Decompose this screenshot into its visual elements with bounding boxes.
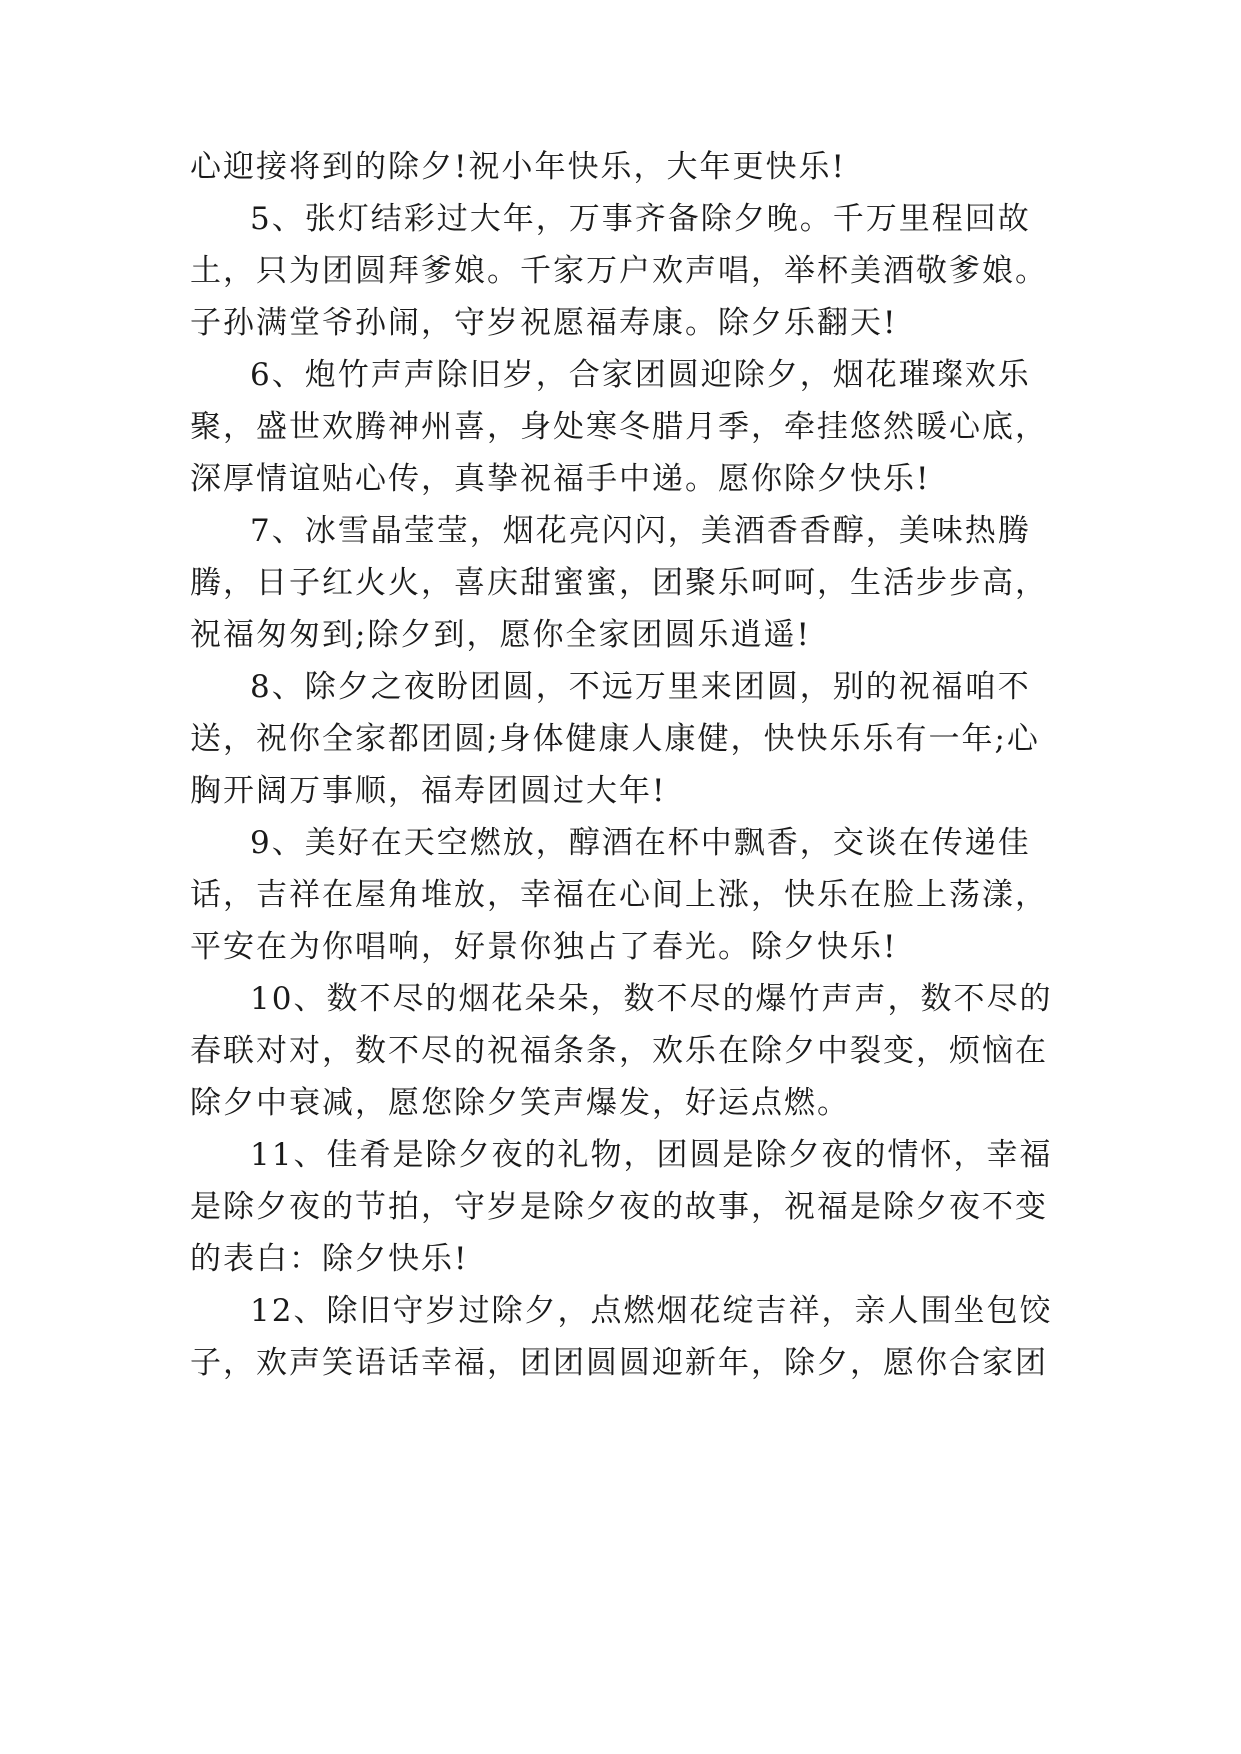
text-line: 5、张灯结彩过大年，万事齐备除夕晚。千万里程回故: [250, 201, 1031, 237]
text-line: 心迎接将到的除夕!祝小年快乐，大年更快乐!: [190, 149, 846, 185]
text-line: 9、美好在天空燃放，醇酒在杯中飘香，交谈在传递佳: [250, 825, 1031, 861]
text-line: 祝福匆匆到;除夕到，愿你全家团圆乐逍遥!: [190, 617, 811, 653]
text-line: 聚，盛世欢腾神州喜，身处寒冬腊月季，牵挂悠然暖心底，: [190, 409, 1048, 445]
text-line: 送，祝你全家都团圆;身体健康人康健，快快乐乐有一年;心: [190, 721, 1040, 757]
text-line: 7、冰雪晶莹莹，烟花亮闪闪，美酒香香醇，美味热腾: [250, 513, 1031, 549]
text-line: 土，只为团圆拜爹娘。千家万户欢声唱，举杯美酒敬爹娘。: [190, 253, 1048, 289]
text-line: 子孙满堂爷孙闹，守岁祝愿福寿康。除夕乐翻天!: [190, 305, 898, 341]
text-line: 子，欢声笑语话幸福，团团圆圆迎新年，除夕，愿你合家团: [190, 1345, 1048, 1381]
text-line: 12、除旧守岁过除夕，点燃烟花绽吉祥，亲人围坐包饺: [250, 1293, 1053, 1329]
text-line: 话，吉祥在屋角堆放，幸福在心间上涨，快乐在脸上荡漾，: [190, 877, 1048, 913]
text-line: 春联对对，数不尽的祝福条条，欢乐在除夕中裂变，烦恼在: [190, 1033, 1048, 1069]
text-line: 6、炮竹声声除旧岁，合家团圆迎除夕，烟花璀璨欢乐: [250, 357, 1031, 393]
text-line: 深厚情谊贴心传，真挚祝福手中递。愿你除夕快乐!: [190, 461, 931, 497]
text-line: 是除夕夜的节拍，守岁是除夕夜的故事，祝福是除夕夜不变: [190, 1189, 1048, 1225]
text-line: 胸开阔万事顺，福寿团圆过大年!: [190, 773, 667, 809]
text-line: 腾，日子红火火，喜庆甜蜜蜜，团聚乐呵呵，生活步步高，: [190, 565, 1048, 601]
text-line: 除夕中衰减，愿您除夕笑声爆发，好运点燃。: [190, 1085, 850, 1121]
text-line: 的表白：除夕快乐!: [190, 1241, 469, 1277]
text-line: 平安在为你唱响，好景你独占了春光。除夕快乐!: [190, 929, 898, 965]
text-line: 8、除夕之夜盼团圆，不远万里来团圆，别的祝福咱不: [250, 669, 1031, 705]
text-line: 10、数不尽的烟花朵朵，数不尽的爆竹声声，数不尽的: [250, 981, 1053, 1017]
text-line: 11、佳肴是除夕夜的礼物，团圆是除夕夜的情怀，幸福: [250, 1137, 1053, 1173]
